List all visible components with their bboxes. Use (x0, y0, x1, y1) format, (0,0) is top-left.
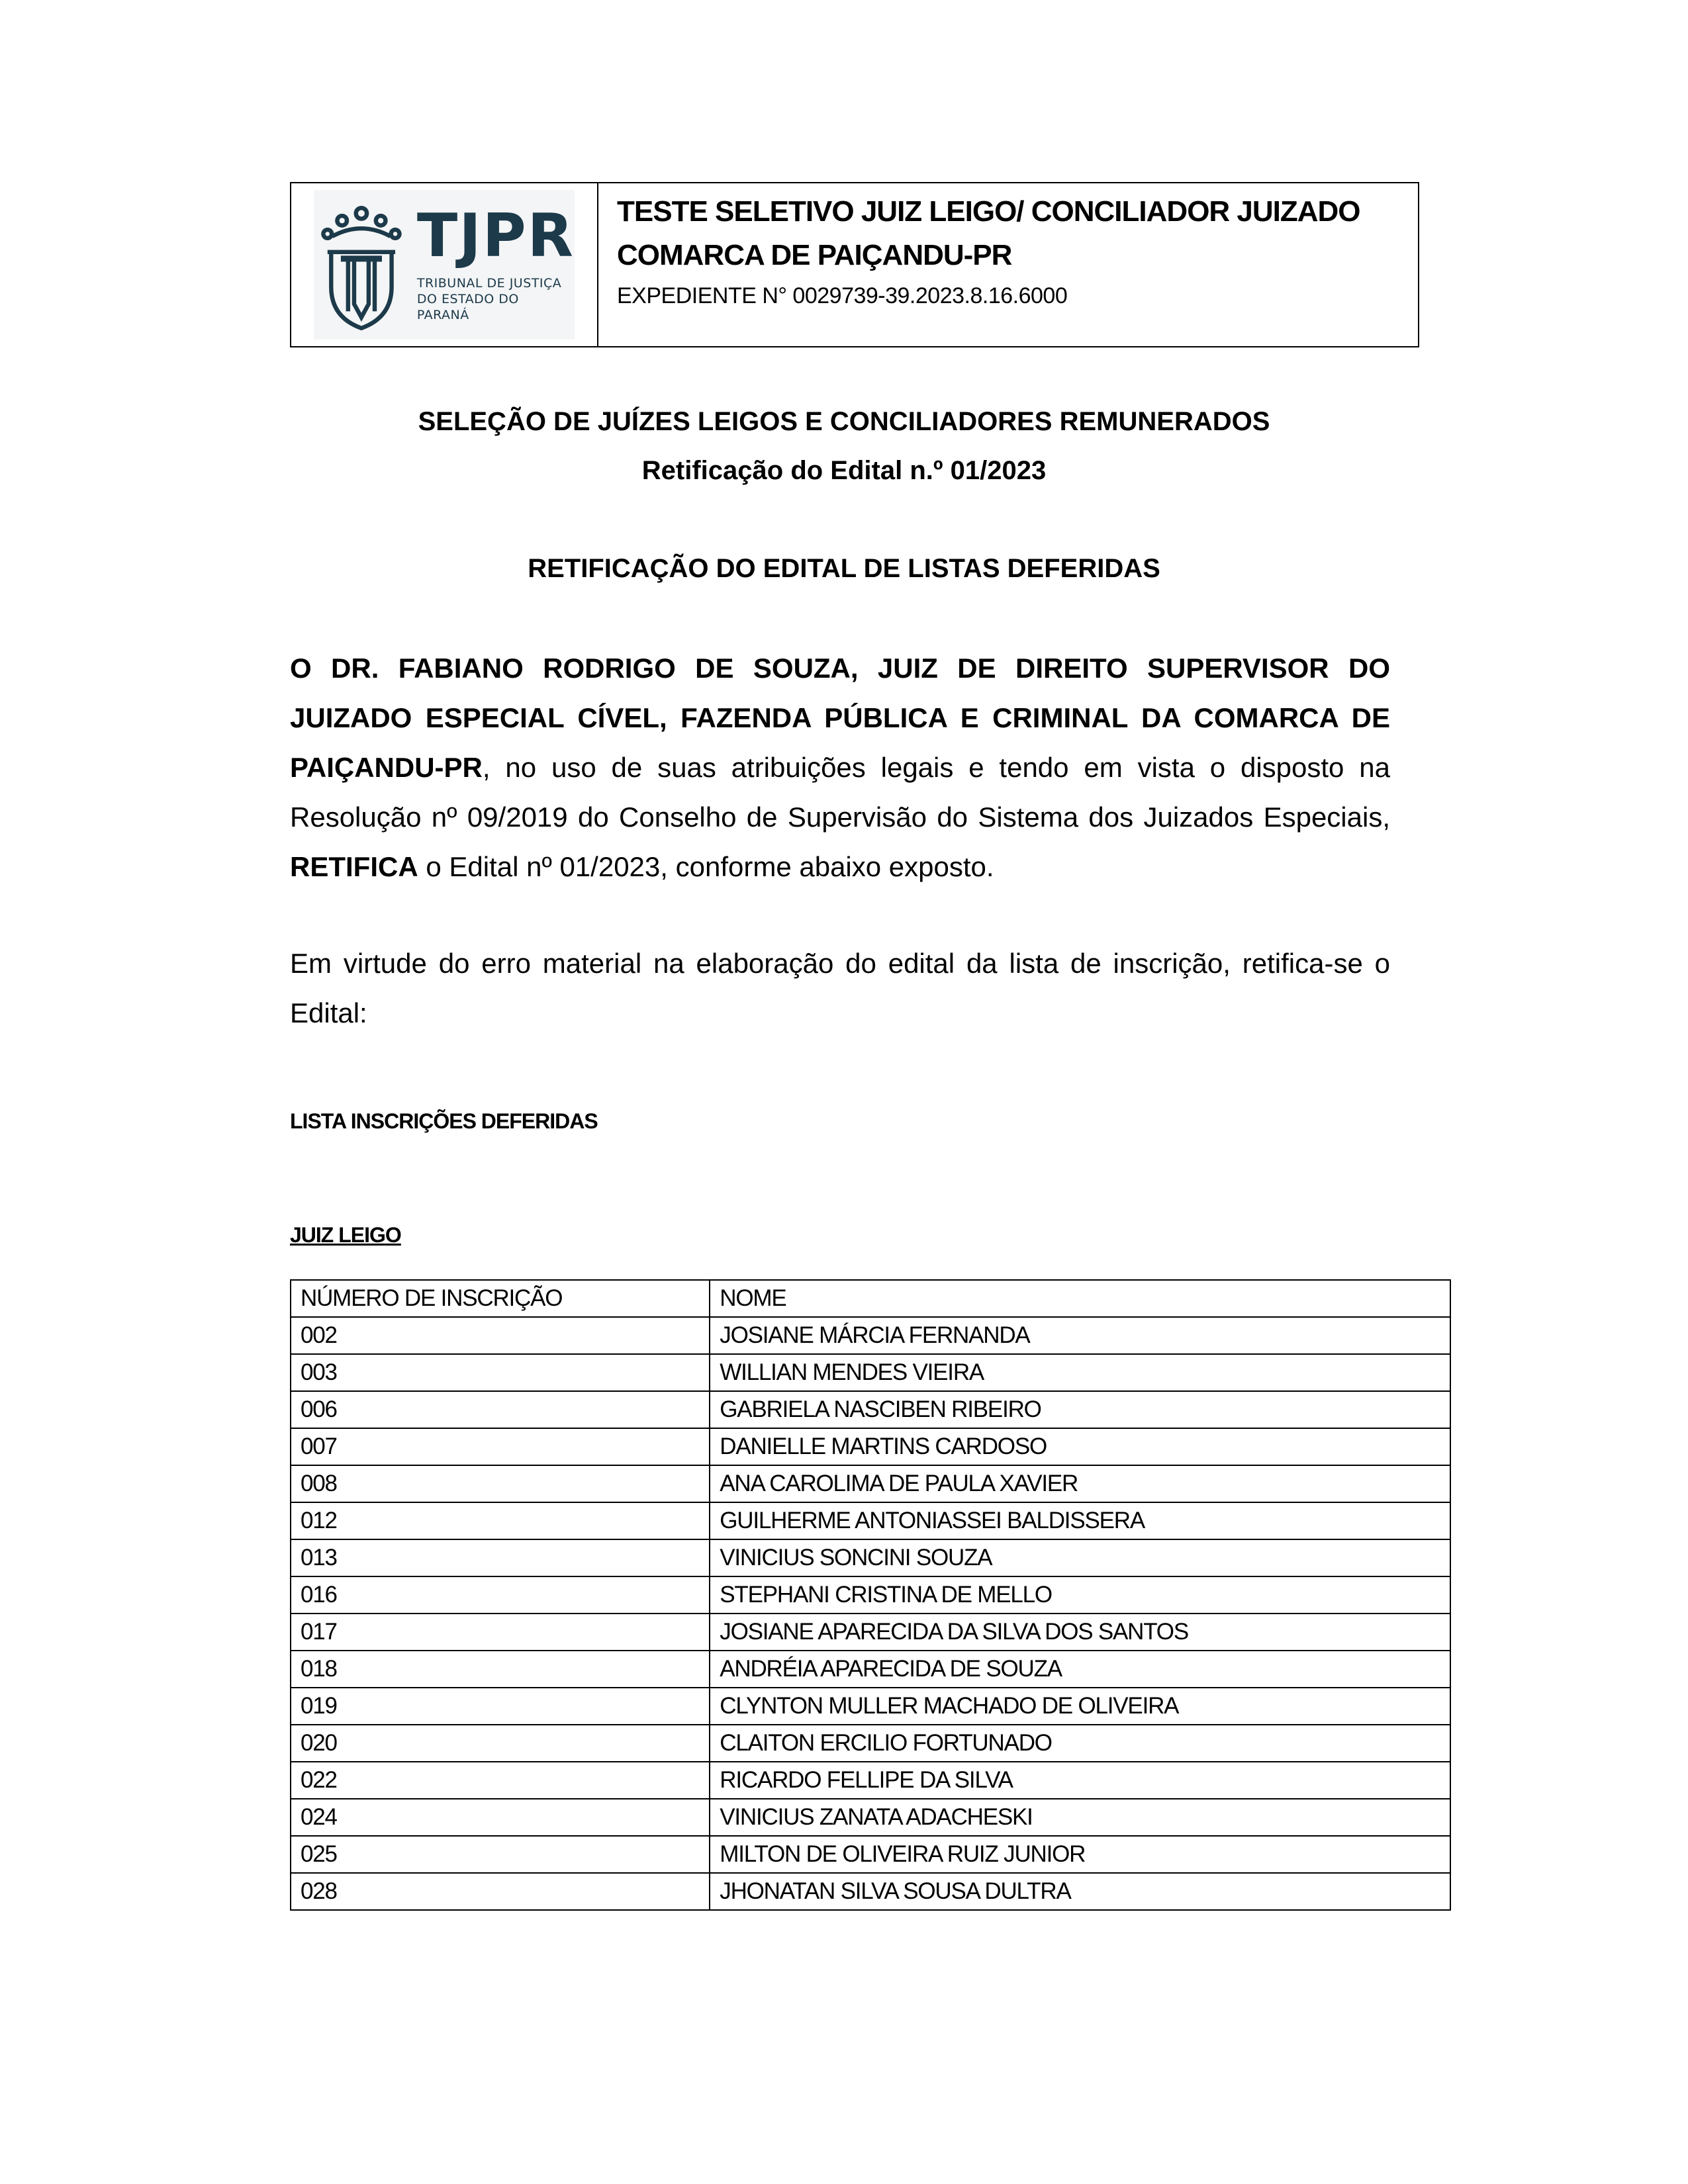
decree-line5-text: o Edital nº 01/2023, conforme abaixo exposto. (418, 851, 994, 882)
registration-number-cell: 016 (291, 1576, 710, 1614)
table-row (291, 1576, 1450, 1614)
decree-line1: O DR. FABIANO RODRIGO DE SOUZA, JUIZ DE DIREITO SUPERVISOR DO (290, 653, 1390, 684)
header-box (290, 182, 1419, 347)
decree-line2: JUIZADO ESPECIAL CÍVEL, FAZENDA PÚBLICA E CRIMINAL DA COMARCA DE (290, 702, 1390, 733)
logo-text (416, 201, 575, 323)
registration-number-cell: 008 (291, 1465, 710, 1502)
tjpr-emblem-icon (319, 190, 404, 340)
candidate-name-cell: DANIELLE MARTINS CARDOSO (710, 1428, 1450, 1465)
table-row (291, 1762, 1450, 1799)
registration-number-cell: 003 (291, 1354, 710, 1391)
candidate-name-cell: RICARDO FELLIPE DA SILVA (710, 1762, 1450, 1799)
registrations-table (290, 1279, 1451, 1911)
tjpr-logo (314, 190, 575, 340)
table-row (291, 1651, 1450, 1688)
candidate-name-cell: WILLIAN MENDES VIEIRA (710, 1354, 1450, 1391)
header-info (598, 183, 1360, 346)
decree-city: PAIÇANDU-PR (290, 752, 483, 783)
candidate-name-cell: ANA CAROLIMA DE PAULA XAVIER (710, 1465, 1450, 1502)
retification-heading: RETIFICAÇÃO DO EDITAL DE LISTAS DEFERIDAS (528, 554, 1160, 583)
decree-line3 (290, 743, 1390, 792)
candidate-name-cell: VINICIUS ZANATA ADACHESKI (710, 1799, 1450, 1836)
decree-retifica: RETIFICA (290, 851, 418, 882)
section-title: JUIZ LEIGO (290, 1223, 401, 1247)
table-header-row (291, 1280, 1450, 1317)
logo-cell (291, 183, 598, 346)
header-title-line2: COMARCA DE PAIÇANDU-PR (617, 239, 1012, 271)
edital-heading: Retificação do Edital n.º 01/2023 (641, 456, 1047, 485)
registration-number-cell: 017 (291, 1614, 710, 1651)
column-header-name: NOME (710, 1280, 1450, 1317)
table-row (291, 1502, 1450, 1539)
table-row (291, 1354, 1450, 1391)
table-body (291, 1317, 1450, 1910)
registration-number-cell: 007 (291, 1428, 710, 1465)
registration-number-cell: 025 (291, 1836, 710, 1873)
registration-number-cell: 028 (291, 1873, 710, 1910)
table-row (291, 1725, 1450, 1762)
candidate-name-cell: MILTON DE OLIVEIRA RUIZ JUNIOR (710, 1836, 1450, 1873)
decree-paragraph (290, 643, 1390, 891)
candidate-name-cell: CLYNTON MULLER MACHADO DE OLIVEIRA (710, 1688, 1450, 1725)
candidate-name-cell: STEPHANI CRISTINA DE MELLO (710, 1576, 1450, 1614)
table-row (291, 1539, 1450, 1576)
table-row (291, 1465, 1450, 1502)
error-line2: Edital: (290, 997, 367, 1028)
candidate-name-cell: JHONATAN SILVA SOUSA DULTRA (710, 1873, 1450, 1910)
registration-number-cell: 013 (291, 1539, 710, 1576)
selection-heading: SELEÇÃO DE JUÍZES LEIGOS E CONCILIADORES REMUNERADOS (418, 407, 1270, 436)
table-row (291, 1614, 1450, 1651)
table-row (291, 1428, 1450, 1465)
candidate-name-cell: GABRIELA NASCIBEN RIBEIRO (710, 1391, 1450, 1428)
registration-number-cell: 002 (291, 1317, 710, 1354)
candidate-name-cell: ANDRÉIA APARECIDA DE SOUZA (710, 1651, 1450, 1688)
table-row (291, 1799, 1450, 1836)
header-title-line1: TESTE SELETIVO JUIZ LEIGO/ CONCILIADOR JUIZADO (617, 195, 1360, 228)
column-header-number: NÚMERO DE INSCRIÇÃO (291, 1280, 710, 1317)
logo-subtitle-1: TRIBUNAL DE JUSTIÇA (416, 276, 562, 291)
logo-subtitle-2: DO ESTADO DO PARANÁ (416, 292, 519, 322)
registration-number-cell: 020 (291, 1725, 710, 1762)
decree-line5 (290, 842, 1390, 891)
table-row (291, 1391, 1450, 1428)
candidate-name-cell: VINICIUS SONCINI SOUZA (710, 1539, 1450, 1576)
list-title: LISTA INSCRIÇÕES DEFERIDAS (290, 1109, 598, 1133)
error-line1: Em virtude do erro material na elaboração do edital da lista de inscrição, retifica-se o (290, 948, 1390, 979)
candidate-name-cell: GUILHERME ANTONIASSEI BALDISSERA (710, 1502, 1450, 1539)
registration-number-cell: 006 (291, 1391, 710, 1428)
candidate-name-cell: JOSIANE MÁRCIA FERNANDA (710, 1317, 1450, 1354)
registration-number-cell: 018 (291, 1651, 710, 1688)
candidate-name-cell: JOSIANE APARECIDA DA SILVA DOS SANTOS (710, 1614, 1450, 1651)
table-row (291, 1873, 1450, 1910)
registration-number-cell: 024 (291, 1799, 710, 1836)
error-paragraph (290, 938, 1390, 1038)
registration-number-cell: 012 (291, 1502, 710, 1539)
registration-number-cell: 022 (291, 1762, 710, 1799)
decree-line4: Resolução nº 09/2019 do Conselho de Supervisão do Sistema dos Juizados Especiais, (290, 801, 1390, 833)
table-row (291, 1836, 1450, 1873)
registration-number-cell: 019 (291, 1688, 710, 1725)
logo-title: TJPR (416, 201, 575, 271)
table-row (291, 1317, 1450, 1354)
expediente-number: EXPEDIENTE N° 0029739-39.2023.8.16.6000 (617, 283, 1068, 308)
candidate-name-cell: CLAITON ERCILIO FORTUNADO (710, 1725, 1450, 1762)
table-row (291, 1688, 1450, 1725)
decree-line3-text: , no uso de suas atribuições legais e tendo em vista o disposto na (482, 752, 1390, 783)
